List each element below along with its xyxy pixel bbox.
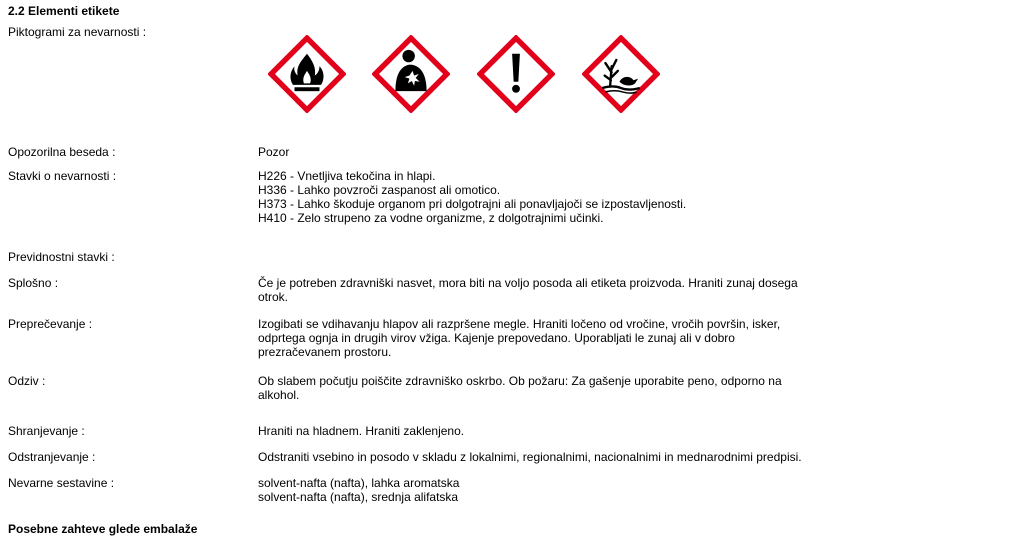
health-hazard-icon [372, 35, 450, 113]
prevention-text [258, 317, 1003, 359]
precautionary-label: Previdnostni stavki : [8, 250, 115, 264]
hazardous-ingredients-label: Nevarne sestavine : [8, 476, 115, 490]
pictograms-label: Piktogrami za nevarnosti : [8, 25, 147, 39]
environment-hazard-icon [582, 35, 660, 113]
hazard-statement: H373 - Lahko škoduje organom pri dolgotrajni ali ponavljajoči se izpostavljenosti. [258, 197, 687, 211]
hazard-statement: H226 - Vnetljiva tekočina in hlapi. [258, 169, 436, 183]
flame-icon [268, 35, 346, 113]
storage-label: Shranjevanje : [8, 424, 85, 438]
hazard-statement: H336 - Lahko povzroči zaspanost ali omotico. [258, 183, 501, 197]
response-label: Odziv : [8, 374, 46, 388]
hazard-statements-label: Stavki o nevarnosti : [8, 169, 117, 183]
signal-word-value: Pozor [258, 145, 290, 159]
hazardous-ingredients-list [258, 476, 1003, 504]
response-line: alkohol. [258, 388, 300, 402]
prevention-line: prezračevanem prostoru. [258, 345, 392, 359]
disposal-label: Odstranjevanje : [8, 450, 96, 464]
general-text [258, 276, 1003, 304]
prevention-line: odprtega ognja in drugih virov vžiga. Kajenje prepovedano. Uporabljati le zunaj ali v dobro [258, 331, 735, 345]
packaging-title: Posebne zahteve glede embalaže [8, 522, 198, 536]
response-text [258, 374, 1003, 402]
hazard-statement: H410 - Zelo strupeno za vodne organizme, z dolgotrajnimi učinki. [258, 211, 604, 225]
signal-word-label: Opozorilna beseda : [8, 145, 116, 159]
prevention-line: Izogibati se vdihavanju hlapov ali razpršene megle. Hraniti ločeno od vročine, vročih površin, isker, [258, 317, 781, 331]
disposal-text: Odstraniti vsebino in posodo v skladu z lokalnimi, regionalnimi, nacionalnimi in mednarodnimi predpisi. [258, 450, 802, 464]
storage-text: Hraniti na hladnem. Hraniti zaklenjeno. [258, 424, 465, 438]
response-line: Ob slabem počutju poiščite zdravniško oskrbo. Ob požaru: Za gašenje uporabite peno, odporno na [258, 374, 782, 388]
hazard-statements-list [258, 169, 1003, 225]
section-title: 2.2 Elementi etikete [8, 4, 120, 18]
ingredient-item: solvent-nafta (nafta), srednja alifatska [258, 490, 459, 504]
general-line: Če je potreben zdravniški nasvet, mora biti na voljo posoda ali etiketa proizvoda. Hraniti zunaj dosega [258, 276, 798, 290]
general-line: otrok. [258, 290, 289, 304]
exclamation-mark-icon [477, 35, 555, 113]
ingredient-item: solvent-nafta (nafta), lahka aromatska [258, 476, 460, 490]
prevention-label: Preprečevanje : [8, 317, 93, 331]
general-label: Splošno : [8, 276, 59, 290]
